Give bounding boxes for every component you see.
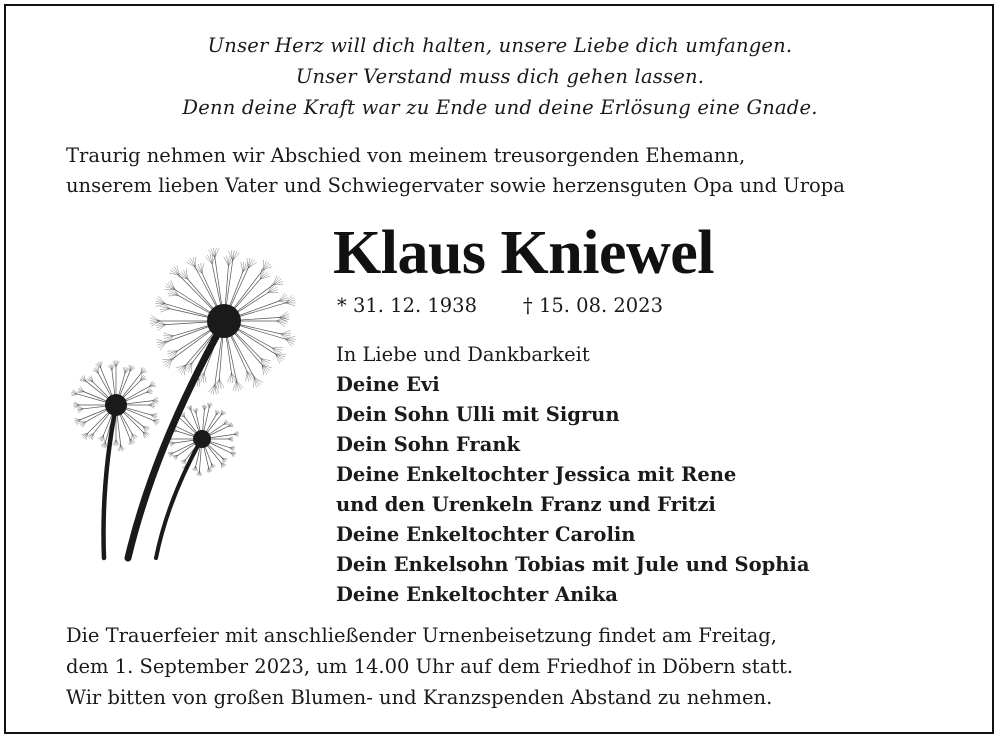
mourner-line: Dein Sohn Frank (336, 433, 521, 456)
mourner-line: Dein Enkelsohn Tobias mit Jule und Sophia (336, 553, 810, 576)
life-dates (337, 292, 663, 320)
closing-line: dem 1. September 2023, um 14.00 Uhr auf dem Friedhof in Döbern statt. (66, 655, 794, 678)
intro-text (66, 141, 845, 201)
death-date: † 15. 08. 2023 (523, 294, 663, 317)
dandelion-icon (62, 248, 302, 568)
mourner-line: Deine Enkeltochter Anika (336, 583, 618, 606)
poem (0, 30, 1000, 123)
closing-line: Wir bitten von großen Blumen- und Kranzspenden Abstand zu nehmen. (66, 686, 773, 709)
mourner-line: Deine Evi (336, 373, 440, 396)
birth-date: * 31. 12. 1938 (337, 294, 477, 317)
mourner-line: Deine Enkeltochter Carolin (336, 523, 636, 546)
mourner-line: und den Urenkeln Franz und Fritzi (336, 493, 716, 516)
poem-line: Unser Verstand muss dich gehen lassen. (295, 65, 705, 88)
mourner-line: Deine Enkeltochter Jessica mit Rene (336, 463, 737, 486)
closing-text (66, 620, 793, 713)
poem-line: Denn deine Kraft war zu Ende und deine Erlösung eine Gnade. (182, 96, 818, 119)
intro-line: Traurig nehmen wir Abschied von meinem treusorgenden Ehemann, (66, 144, 746, 167)
mourners-intro: In Liebe und Dankbarkeit (336, 343, 590, 366)
poem-line: Unser Herz will dich halten, unsere Liebe dich umfangen. (207, 34, 793, 57)
deceased-name: Klaus Kniewel (333, 219, 715, 287)
mourner-line: Dein Sohn Ulli mit Sigrun (336, 403, 620, 426)
mourners-list (336, 340, 809, 610)
intro-line: unserem lieben Vater und Schwiegervater sowie herzensguten Opa und Uropa (66, 174, 845, 197)
closing-line: Die Trauerfeier mit anschließender Urnenbeisetzung findet am Freitag, (66, 624, 777, 647)
